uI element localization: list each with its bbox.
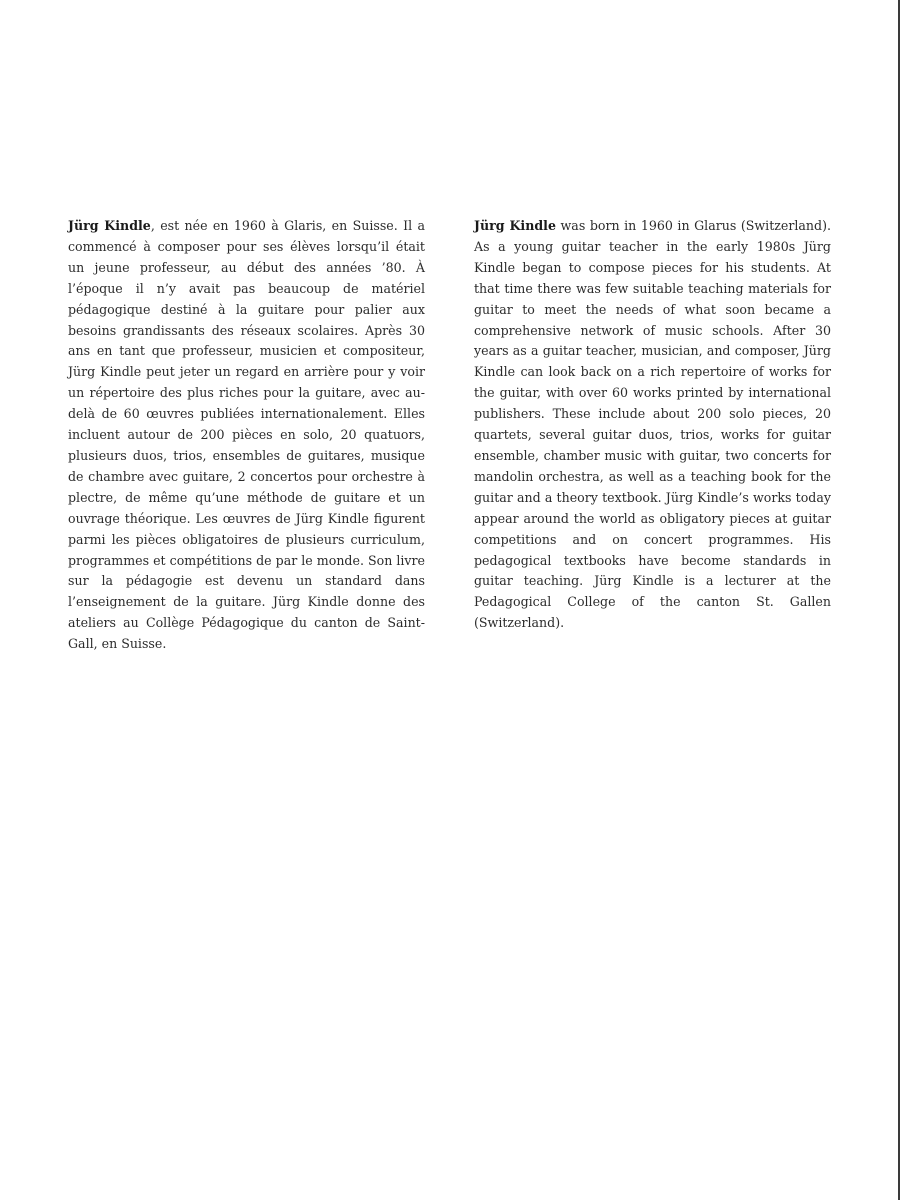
biography-text-english: was born in 1960 in Glarus (Switzerland). As a young guitar teacher in the early 1980s Jürg Kindle began to compose pieces for his students. At that time there was few suitable teaching materials for guitar to meet the needs of what soon became a comprehensive network of music schools. After 30 years as a guitar teacher, musician, and composer, Jürg Kindle can look back on a rich repertoire of works for the guitar, with over 60 works printed by international publishers. These include about 200 solo pieces, 20 quartets, several guitar duos, trios, works for guitar ensemble, chamber music with guitar, two concerts for mandolin orchestra, as well as a teaching book for the guitar and a theory textbook. Jürg Kindle’s works today appear around the world as obligatory pieces at guitar competitions and on concert programmes. His pedagogical textbooks have become standards in guitar teaching. Jürg Kindle is a lecturer at the Pedagogical College of the canton St. Gallen (Switzerland). bbox=[474, 218, 831, 631]
biography-text-french: , est née en 1960 à Glaris, en Suisse. Il a commencé à composer pour ses élèves lorsqu’il était un jeune professeur, au début des années ’80. À l’époque il n’y avait pas beaucoup de matériel pédagogique destiné à la guitare pour palier aux besoins grandissants des réseaux scolaires. Après 30 ans en tant que professeur, musicien et compositeur, Jürg Kindle peut jeter un regard en arrière pour y voir un répertoire des plus riches pour la guitare, avec au-delà de 60 œuvres publiées internationalement. Elles incluent autour de 200 pièces en solo, 20 quatuors, plusieurs duos, trios, ensembles de guitares, musique de chambre avec guitare, 2 concertos pour orchestre à plectre, de même qu’une méthode de guitare et un ouvrage théorique. Les œuvres de Jürg Kindle figurent parmi les pièces obligatoires de plusieurs curriculum, programmes et compétitions de par le monde. Son livre sur la pédagogie est devenu un standard dans l’enseignement de la guitare. Jürg Kindle donne des ateliers au Collège Pédagogique du canton de Saint-Gall, en Suisse. bbox=[68, 218, 426, 652]
biography-french bbox=[68, 216, 425, 655]
composer-name-english: Jürg Kindle bbox=[474, 218, 556, 233]
composer-name-french: Jürg Kindle bbox=[68, 218, 151, 233]
biography-english bbox=[474, 216, 831, 634]
